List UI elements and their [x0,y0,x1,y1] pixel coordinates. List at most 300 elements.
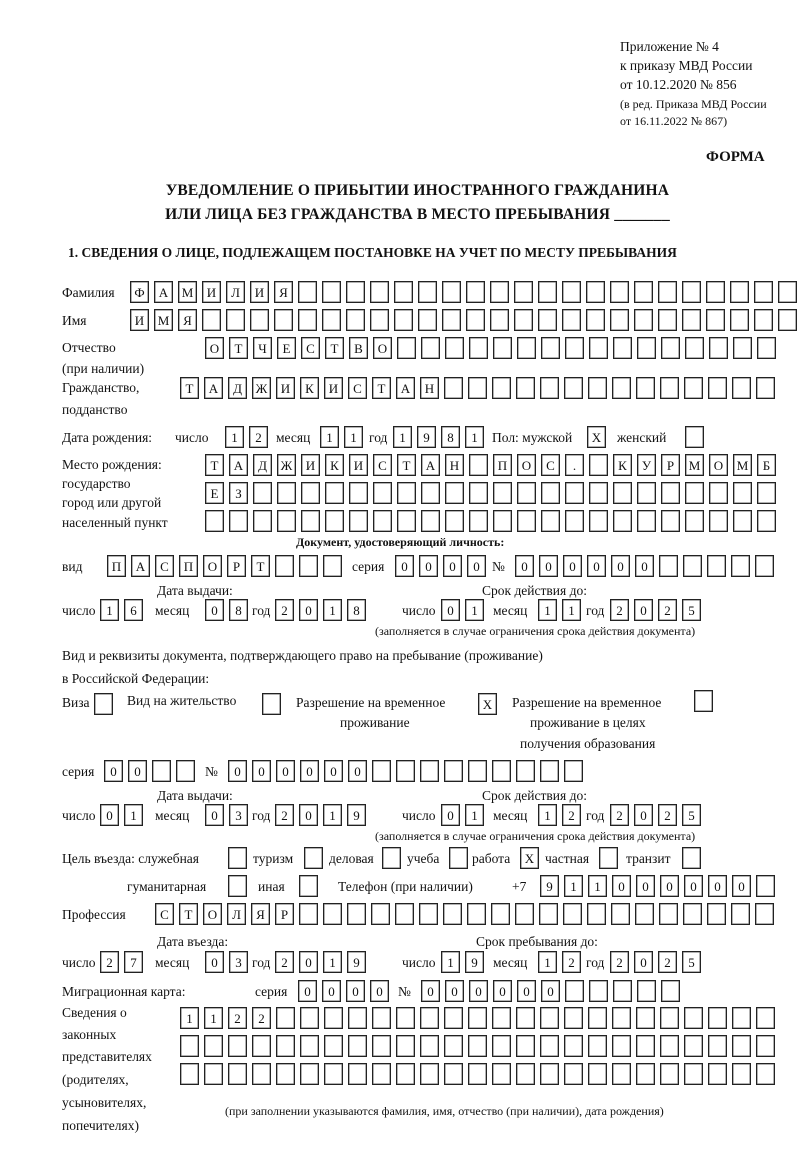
char-cell[interactable] [516,1063,535,1085]
char-cell[interactable] [658,281,677,303]
char-cell[interactable] [564,1035,583,1057]
char-cell[interactable]: Е [277,337,296,359]
char-cell[interactable] [445,482,464,504]
char-cell[interactable] [325,510,344,532]
char-cell[interactable] [589,980,608,1002]
char-cell[interactable]: 2 [100,951,119,973]
char-cell[interactable] [565,980,584,1002]
char-cell[interactable] [637,980,656,1002]
char-cell[interactable] [298,309,317,331]
char-cell[interactable] [322,309,341,331]
char-cell[interactable]: 1 [323,804,342,826]
char-cell[interactable] [564,377,583,399]
char-cell[interactable] [660,1035,679,1057]
char-cell[interactable] [540,1007,559,1029]
char-cell[interactable] [180,1063,199,1085]
char-cell[interactable] [756,1063,775,1085]
char-cell[interactable] [684,1063,703,1085]
checkbox-cell[interactable] [299,875,318,897]
char-cell[interactable] [637,482,656,504]
char-cell[interactable] [733,337,752,359]
char-cell[interactable] [589,510,608,532]
char-cell[interactable] [756,875,775,897]
char-cell[interactable] [708,377,727,399]
char-cell[interactable]: И [202,281,221,303]
char-cell[interactable] [467,903,486,925]
char-cell[interactable]: 0 [100,804,119,826]
char-cell[interactable] [636,1063,655,1085]
char-cell[interactable] [421,337,440,359]
char-cell[interactable] [660,377,679,399]
char-cell[interactable] [347,903,366,925]
char-cell[interactable] [514,309,533,331]
char-cell[interactable] [683,903,702,925]
char-cell[interactable] [659,903,678,925]
char-cell[interactable]: К [325,454,344,476]
char-cell[interactable] [468,760,487,782]
char-cell[interactable] [731,555,750,577]
char-cell[interactable]: 2 [252,1007,271,1029]
char-cell[interactable] [706,281,725,303]
char-cell[interactable] [661,482,680,504]
char-cell[interactable] [757,510,776,532]
char-cell[interactable]: 0 [298,980,317,1002]
char-cell[interactable]: 0 [299,599,318,621]
char-cell[interactable]: 2 [610,599,629,621]
char-cell[interactable]: Р [661,454,680,476]
char-cell[interactable]: О [203,903,222,925]
char-cell[interactable] [612,377,631,399]
char-cell[interactable]: 2 [275,599,294,621]
char-cell[interactable] [492,377,511,399]
char-cell[interactable]: 0 [421,980,440,1002]
char-cell[interactable] [757,482,776,504]
char-cell[interactable]: Ч [253,337,272,359]
char-cell[interactable] [420,760,439,782]
char-cell[interactable] [226,309,245,331]
char-cell[interactable] [152,760,171,782]
char-cell[interactable]: В [349,337,368,359]
char-cell[interactable] [516,760,535,782]
char-cell[interactable] [562,309,581,331]
char-cell[interactable]: 0 [708,875,727,897]
char-cell[interactable] [419,903,438,925]
char-cell[interactable] [301,482,320,504]
char-cell[interactable] [613,482,632,504]
char-cell[interactable]: С [301,337,320,359]
char-cell[interactable] [732,377,751,399]
char-cell[interactable] [276,1063,295,1085]
char-cell[interactable] [493,482,512,504]
char-cell[interactable] [589,482,608,504]
char-cell[interactable]: Н [445,454,464,476]
char-cell[interactable] [300,1007,319,1029]
checkbox-cell[interactable] [382,847,401,869]
char-cell[interactable]: 5 [682,804,701,826]
char-cell[interactable] [683,555,702,577]
char-cell[interactable] [564,1063,583,1085]
char-cell[interactable]: 0 [634,804,653,826]
char-cell[interactable]: С [155,903,174,925]
char-cell[interactable] [299,903,318,925]
char-cell[interactable]: 9 [465,951,484,973]
char-cell[interactable] [324,1007,343,1029]
char-cell[interactable]: 8 [347,599,366,621]
char-cell[interactable] [661,337,680,359]
char-cell[interactable] [709,510,728,532]
char-cell[interactable] [420,1007,439,1029]
char-cell[interactable]: А [396,377,415,399]
char-cell[interactable]: 0 [684,875,703,897]
char-cell[interactable] [613,980,632,1002]
checkbox-cell[interactable]: X [520,847,539,869]
char-cell[interactable]: 0 [300,760,319,782]
char-cell[interactable]: Т [372,377,391,399]
char-cell[interactable] [538,281,557,303]
char-cell[interactable]: 0 [441,804,460,826]
char-cell[interactable]: 0 [612,875,631,897]
char-cell[interactable] [444,377,463,399]
char-cell[interactable] [685,482,704,504]
char-cell[interactable]: 9 [540,875,559,897]
char-cell[interactable] [755,903,774,925]
char-cell[interactable]: К [613,454,632,476]
char-cell[interactable] [613,337,632,359]
char-cell[interactable]: Т [205,454,224,476]
char-cell[interactable] [372,1035,391,1057]
char-cell[interactable] [466,309,485,331]
char-cell[interactable]: Т [397,454,416,476]
char-cell[interactable] [445,510,464,532]
char-cell[interactable] [565,337,584,359]
char-cell[interactable] [517,482,536,504]
char-cell[interactable] [492,1035,511,1057]
char-cell[interactable] [516,1007,535,1029]
char-cell[interactable]: С [155,555,174,577]
char-cell[interactable] [204,1063,223,1085]
char-cell[interactable] [490,309,509,331]
char-cell[interactable]: 0 [515,555,534,577]
char-cell[interactable]: 2 [658,599,677,621]
char-cell[interactable] [732,1035,751,1057]
char-cell[interactable] [418,309,437,331]
char-cell[interactable]: 0 [419,555,438,577]
char-cell[interactable] [634,309,653,331]
char-cell[interactable] [346,281,365,303]
char-cell[interactable] [444,1063,463,1085]
char-cell[interactable] [468,1063,487,1085]
char-cell[interactable] [778,281,797,303]
char-cell[interactable] [492,1063,511,1085]
char-cell[interactable]: 0 [517,980,536,1002]
char-cell[interactable] [730,309,749,331]
char-cell[interactable]: А [204,377,223,399]
checkbox-cell[interactable]: X [478,693,497,715]
char-cell[interactable]: 1 [323,951,342,973]
char-cell[interactable]: И [301,454,320,476]
char-cell[interactable] [298,281,317,303]
char-cell[interactable]: 2 [658,804,677,826]
char-cell[interactable] [373,482,392,504]
char-cell[interactable]: А [154,281,173,303]
char-cell[interactable]: К [300,377,319,399]
char-cell[interactable] [445,337,464,359]
char-cell[interactable] [562,281,581,303]
char-cell[interactable] [709,482,728,504]
char-cell[interactable]: 0 [493,980,512,1002]
char-cell[interactable] [565,510,584,532]
char-cell[interactable]: З [229,482,248,504]
char-cell[interactable]: . [565,454,584,476]
char-cell[interactable] [466,281,485,303]
char-cell[interactable]: 2 [275,951,294,973]
char-cell[interactable] [708,1035,727,1057]
char-cell[interactable] [348,1007,367,1029]
char-cell[interactable]: 1 [538,599,557,621]
char-cell[interactable]: 0 [322,980,341,1002]
char-cell[interactable] [396,1035,415,1057]
char-cell[interactable]: 0 [634,599,653,621]
char-cell[interactable] [490,281,509,303]
char-cell[interactable] [176,760,195,782]
char-cell[interactable] [323,903,342,925]
char-cell[interactable]: Т [251,555,270,577]
char-cell[interactable] [228,1035,247,1057]
checkbox-cell[interactable] [228,875,247,897]
char-cell[interactable] [661,510,680,532]
char-cell[interactable] [756,377,775,399]
char-cell[interactable] [253,510,272,532]
char-cell[interactable]: Я [178,309,197,331]
char-cell[interactable] [586,309,605,331]
char-cell[interactable] [612,1007,631,1029]
char-cell[interactable]: 0 [370,980,389,1002]
checkbox-cell[interactable] [94,693,113,715]
char-cell[interactable] [611,903,630,925]
char-cell[interactable]: П [107,555,126,577]
char-cell[interactable] [444,1007,463,1029]
char-cell[interactable]: 0 [635,555,654,577]
char-cell[interactable] [397,337,416,359]
char-cell[interactable]: Е [205,482,224,504]
char-cell[interactable]: 1 [562,599,581,621]
char-cell[interactable] [754,309,773,331]
char-cell[interactable]: 0 [205,804,224,826]
char-cell[interactable] [588,1035,607,1057]
char-cell[interactable] [492,760,511,782]
char-cell[interactable]: Я [251,903,270,925]
char-cell[interactable]: А [131,555,150,577]
char-cell[interactable]: 0 [276,760,295,782]
char-cell[interactable] [708,1007,727,1029]
char-cell[interactable] [754,281,773,303]
char-cell[interactable]: И [349,454,368,476]
char-cell[interactable] [685,337,704,359]
char-cell[interactable] [300,1063,319,1085]
char-cell[interactable] [396,760,415,782]
char-cell[interactable]: Д [228,377,247,399]
char-cell[interactable] [539,903,558,925]
char-cell[interactable] [709,337,728,359]
char-cell[interactable]: 0 [445,980,464,1002]
char-cell[interactable] [756,1007,775,1029]
char-cell[interactable] [564,1007,583,1029]
char-cell[interactable] [420,1063,439,1085]
char-cell[interactable]: 7 [124,951,143,973]
char-cell[interactable] [538,309,557,331]
char-cell[interactable] [684,1007,703,1029]
char-cell[interactable] [778,309,797,331]
char-cell[interactable] [661,980,680,1002]
char-cell[interactable]: 1 [564,875,583,897]
char-cell[interactable] [322,281,341,303]
char-cell[interactable] [733,482,752,504]
char-cell[interactable] [277,510,296,532]
char-cell[interactable]: У [637,454,656,476]
char-cell[interactable]: О [373,337,392,359]
char-cell[interactable] [517,337,536,359]
char-cell[interactable]: 0 [324,760,343,782]
char-cell[interactable]: 0 [563,555,582,577]
char-cell[interactable] [610,281,629,303]
char-cell[interactable]: 1 [393,426,412,448]
char-cell[interactable]: 0 [299,951,318,973]
char-cell[interactable]: 2 [610,951,629,973]
char-cell[interactable]: 0 [611,555,630,577]
char-cell[interactable]: 1 [344,426,363,448]
char-cell[interactable]: 1 [465,804,484,826]
char-cell[interactable]: 0 [104,760,123,782]
char-cell[interactable]: И [276,377,295,399]
char-cell[interactable]: С [348,377,367,399]
char-cell[interactable] [610,309,629,331]
char-cell[interactable] [565,482,584,504]
char-cell[interactable]: 9 [347,951,366,973]
char-cell[interactable] [301,510,320,532]
char-cell[interactable]: 0 [128,760,147,782]
char-cell[interactable]: Т [180,377,199,399]
char-cell[interactable] [707,555,726,577]
char-cell[interactable] [540,760,559,782]
char-cell[interactable]: 1 [180,1007,199,1029]
char-cell[interactable] [660,1063,679,1085]
char-cell[interactable]: 2 [249,426,268,448]
char-cell[interactable]: П [493,454,512,476]
char-cell[interactable]: О [203,555,222,577]
char-cell[interactable] [372,1007,391,1029]
char-cell[interactable]: 0 [587,555,606,577]
char-cell[interactable] [469,482,488,504]
char-cell[interactable]: 2 [562,951,581,973]
char-cell[interactable]: Ж [252,377,271,399]
char-cell[interactable] [420,1035,439,1057]
char-cell[interactable] [730,281,749,303]
char-cell[interactable] [274,309,293,331]
char-cell[interactable]: 2 [228,1007,247,1029]
char-cell[interactable] [372,760,391,782]
char-cell[interactable]: 0 [441,599,460,621]
char-cell[interactable]: 1 [320,426,339,448]
char-cell[interactable]: 3 [229,951,248,973]
char-cell[interactable] [324,1035,343,1057]
char-cell[interactable]: Я [274,281,293,303]
char-cell[interactable] [204,1035,223,1057]
char-cell[interactable] [418,281,437,303]
char-cell[interactable]: 1 [225,426,244,448]
char-cell[interactable]: 0 [443,555,462,577]
char-cell[interactable] [733,510,752,532]
char-cell[interactable] [277,482,296,504]
char-cell[interactable] [589,454,608,476]
char-cell[interactable]: А [421,454,440,476]
char-cell[interactable] [348,1063,367,1085]
char-cell[interactable] [396,1007,415,1029]
char-cell[interactable] [636,377,655,399]
char-cell[interactable]: П [179,555,198,577]
char-cell[interactable]: Ф [130,281,149,303]
char-cell[interactable] [468,1007,487,1029]
checkbox-cell[interactable] [262,693,281,715]
char-cell[interactable]: 5 [682,599,701,621]
char-cell[interactable] [491,903,510,925]
char-cell[interactable]: 3 [229,804,248,826]
char-cell[interactable]: 1 [538,804,557,826]
char-cell[interactable] [634,281,653,303]
char-cell[interactable]: О [517,454,536,476]
char-cell[interactable] [349,482,368,504]
char-cell[interactable] [443,903,462,925]
checkbox-cell[interactable] [599,847,618,869]
char-cell[interactable] [397,482,416,504]
char-cell[interactable]: 2 [658,951,677,973]
char-cell[interactable] [442,309,461,331]
char-cell[interactable]: 2 [610,804,629,826]
char-cell[interactable] [442,281,461,303]
char-cell[interactable] [612,1063,631,1085]
char-cell[interactable] [444,760,463,782]
char-cell[interactable]: 0 [252,760,271,782]
char-cell[interactable] [253,482,272,504]
char-cell[interactable] [202,309,221,331]
char-cell[interactable] [395,903,414,925]
char-cell[interactable] [299,555,318,577]
char-cell[interactable]: 1 [441,951,460,973]
checkbox-cell[interactable]: X [587,426,606,448]
char-cell[interactable]: 2 [275,804,294,826]
char-cell[interactable]: Н [420,377,439,399]
char-cell[interactable] [636,1007,655,1029]
char-cell[interactable] [706,309,725,331]
char-cell[interactable] [540,377,559,399]
char-cell[interactable] [564,760,583,782]
checkbox-cell[interactable] [449,847,468,869]
char-cell[interactable]: 0 [634,951,653,973]
char-cell[interactable]: 0 [636,875,655,897]
char-cell[interactable]: 1 [323,599,342,621]
char-cell[interactable]: 0 [348,760,367,782]
char-cell[interactable]: 9 [347,804,366,826]
char-cell[interactable] [469,337,488,359]
char-cell[interactable] [684,1035,703,1057]
char-cell[interactable]: 0 [469,980,488,1002]
char-cell[interactable] [205,510,224,532]
char-cell[interactable] [755,555,774,577]
checkbox-cell[interactable] [304,847,323,869]
char-cell[interactable]: М [178,281,197,303]
char-cell[interactable]: Ж [277,454,296,476]
char-cell[interactable]: И [130,309,149,331]
char-cell[interactable] [589,337,608,359]
